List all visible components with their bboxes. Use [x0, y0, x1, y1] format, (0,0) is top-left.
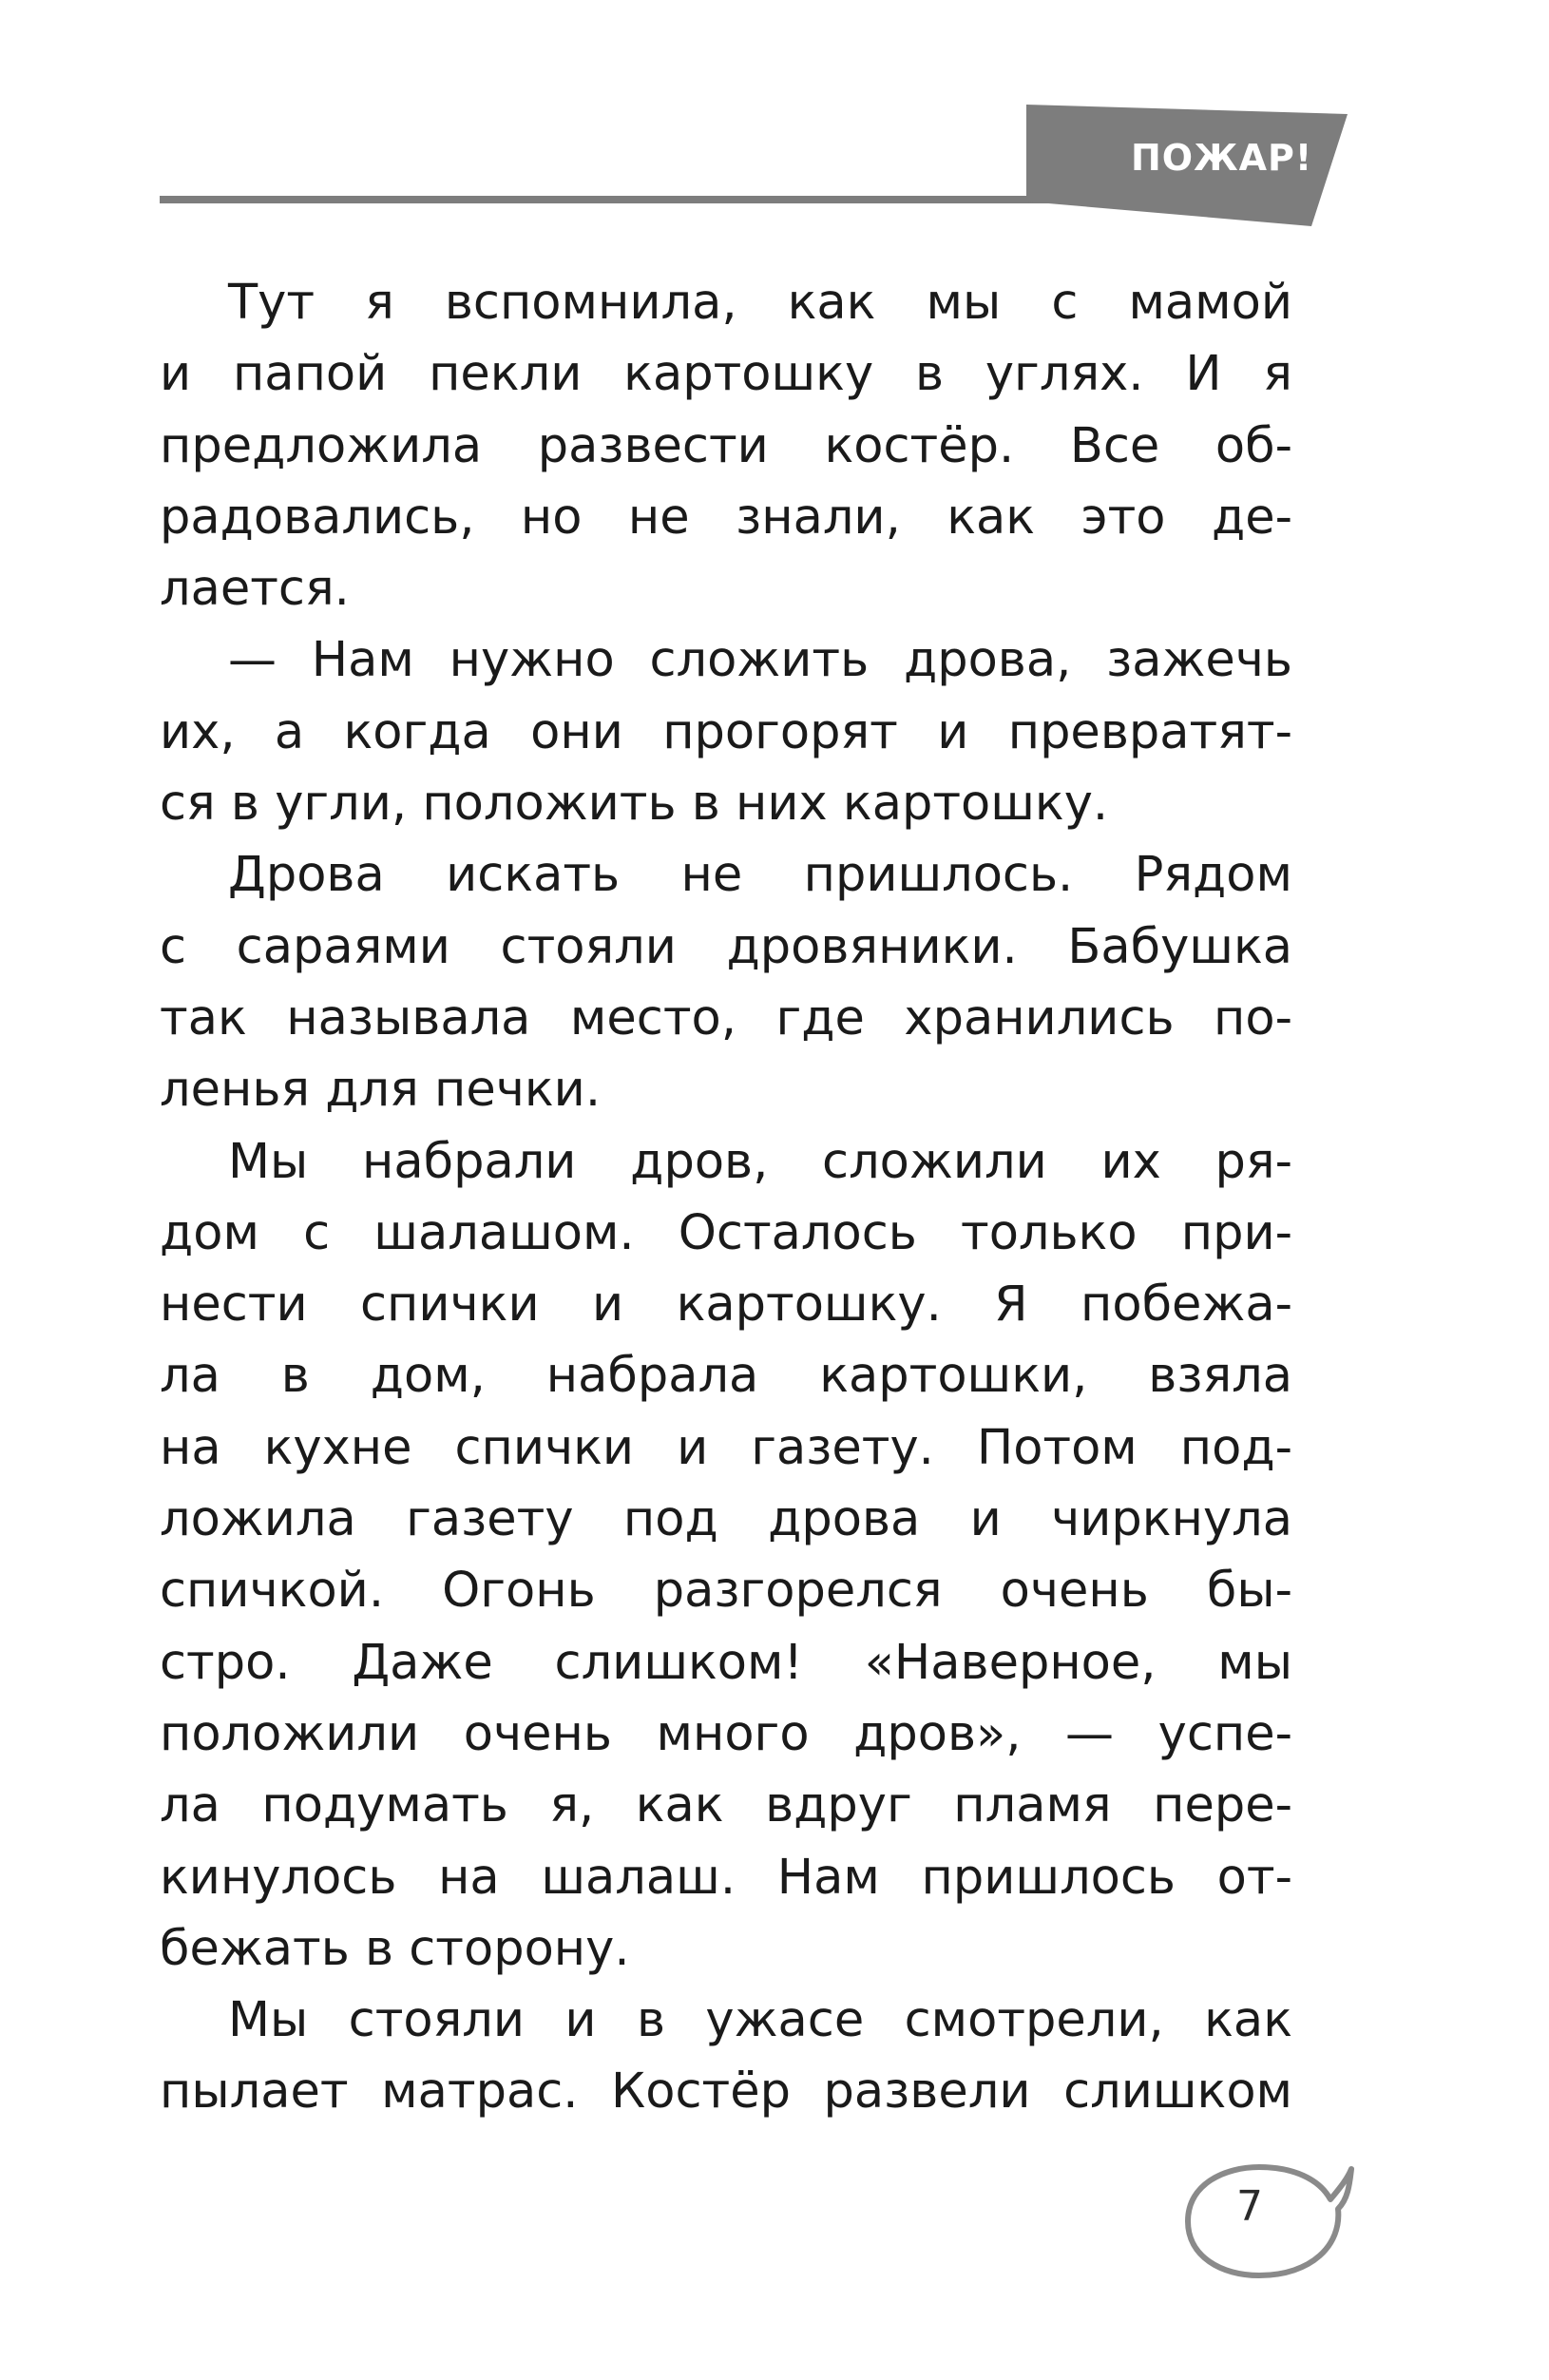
- text-line: ся в угли, положить в них картошку.: [160, 776, 1109, 833]
- text-line: ленья для печки.: [160, 1062, 602, 1119]
- header-rule: [160, 196, 1072, 203]
- text-line: ложила газету под дрова и чиркнула: [160, 1491, 1292, 1548]
- text-line: так называла место, где хранились по-: [160, 989, 1292, 1046]
- text-line: бежать в сторону.: [160, 1920, 630, 1977]
- text-line: спичкой. Огонь разгорелся очень бы-: [160, 1563, 1292, 1620]
- page-number: 7: [1236, 2182, 1263, 2231]
- page-body-text: [160, 267, 1292, 2128]
- text-line: кинулось на шалаш. Нам пришлось от-: [160, 1849, 1292, 1906]
- text-line: дом с шалашом. Осталось только при-: [160, 1204, 1292, 1261]
- section-header-tab: [1026, 105, 1349, 228]
- text-line: ла подумать я, как вдруг пламя пере-: [160, 1777, 1292, 1834]
- text-line: радовались, но не знали, как это де-: [160, 489, 1292, 546]
- text-line: Дрова искать не пришлось. Рядом: [228, 847, 1292, 904]
- text-line: пылает матрас. Костёр развели слишком: [160, 2063, 1292, 2121]
- text-line: их, а когда они прогорят и превратят-: [160, 703, 1292, 760]
- text-line: ла в дом, набрала картошки, взяла: [160, 1348, 1292, 1405]
- text-line: Мы стояли и в ужасе смотрели, как: [228, 1992, 1292, 2049]
- page-number-bubble: [1169, 2150, 1359, 2293]
- text-line: и папой пекли картошку в углях. И я: [160, 346, 1292, 403]
- text-line: нести спички и картошку. Я побежа-: [160, 1276, 1292, 1334]
- text-line: предложила развести костёр. Все об-: [160, 417, 1292, 474]
- text-line: — Нам нужно сложить дрова, зажечь: [228, 632, 1292, 689]
- text-line: лается.: [160, 561, 350, 618]
- text-line: Мы набрали дров, сложили их ря-: [228, 1133, 1292, 1190]
- section-title: ПОЖАР!: [1131, 137, 1313, 179]
- text-line: на кухне спички и газету. Потом под-: [160, 1419, 1292, 1476]
- text-line: Тут я вспомнила, как мы с мамой: [228, 275, 1292, 331]
- text-line: положили очень много дров», — успе-: [160, 1705, 1292, 1762]
- text-line: с сараями стояли дровяники. Бабушка: [160, 918, 1292, 975]
- text-line: стро. Даже слишком! «Наверное, мы: [160, 1634, 1292, 1691]
